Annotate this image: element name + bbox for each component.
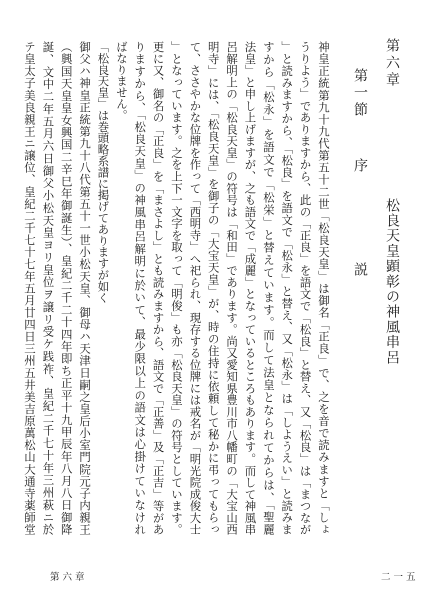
page-number: 二一五 bbox=[381, 572, 419, 583]
text-column: て、ささやかな位牌を作って「西明寺」へ祀られ、現存する位牌には戒名が「明光院成俊大士 bbox=[188, 41, 203, 535]
text-column: （興国天皇皇女興国二辛巳年御誕生）、皇紀二千二十四年即ち正平十九甲辰年八月八日御降 bbox=[59, 41, 74, 535]
text-column: すから「松永」を語文で「松栄」と替えています。而して法皇となられてからは、「聖麗 bbox=[261, 41, 276, 535]
text-column: うりよう」でありますから、此の「正良」を語文で「松良」と替え、又「松良」は「まつなが bbox=[298, 41, 313, 535]
text-column: 誕、文中二年五月六日御父小松天皇ヨリ皇位ヲ譲リ受ケ践祚、皇紀二千七十年三州萩ニ於 bbox=[41, 41, 56, 535]
text-column: 」となっています。之を上下一文字を取って「明俊」も亦「松良天皇」の符号としています。 bbox=[170, 41, 184, 535]
text-column: テ皇太子美良親王ニ譲位、皇紀二千七十七年五月廿四日三州五井美吉原萬松山大通寺薬師堂 bbox=[23, 41, 37, 535]
text-column: 更に又、御名の「正良」を「まさよし」とも読みますから、語文で「正善」及「正吉」等があ bbox=[151, 41, 166, 535]
text-column: 法皇」と申し上げますが、之も語文で「成麗」となっているところもあります。而して神風串 bbox=[243, 41, 258, 535]
chapter-title: 松良天皇顕彰の神風串呂 bbox=[384, 198, 400, 366]
section-number: 第一節 bbox=[352, 68, 368, 119]
chapter-number: 第六章 bbox=[384, 38, 400, 89]
text-column: 「松良天皇」は巻頭略系譜に掲げてありますが如く bbox=[96, 41, 111, 304]
text-column: 明寺」には、「松良天皇」を御子の「大宝天皇」が、時の住持に依頼して秘かに弔ってもらっ bbox=[206, 41, 221, 535]
text-column: 御父ハ神皇正統第九十八代第五十一世小松天皇、御母ハ天津日嗣之皇后小室門院元子内親王 bbox=[78, 41, 93, 535]
text-column: ばなりません。 bbox=[114, 41, 129, 121]
section-title: 序説 bbox=[352, 158, 368, 366]
footer-chapter-label: 第六章 bbox=[50, 572, 88, 583]
text-column: 神皇正統第九十九代第五十二世「松良天皇」は御名「正良」で、之を音で読みますと「しょ bbox=[317, 41, 331, 535]
text-column: りますから、「松良天皇」の神風串呂解明に於いて、最少限以上の語文は心掛けていなけれ bbox=[133, 41, 148, 535]
text-column: 」と読みますから、「松良」を語文で「松永」と替え、又「松永」は「しようえい」と読みま bbox=[280, 41, 295, 535]
text-column: 呂解明上の「松良天皇」の符号は「和田」であります。尚又愛知県豊川市八幡町の「大宝山西 bbox=[225, 41, 240, 535]
